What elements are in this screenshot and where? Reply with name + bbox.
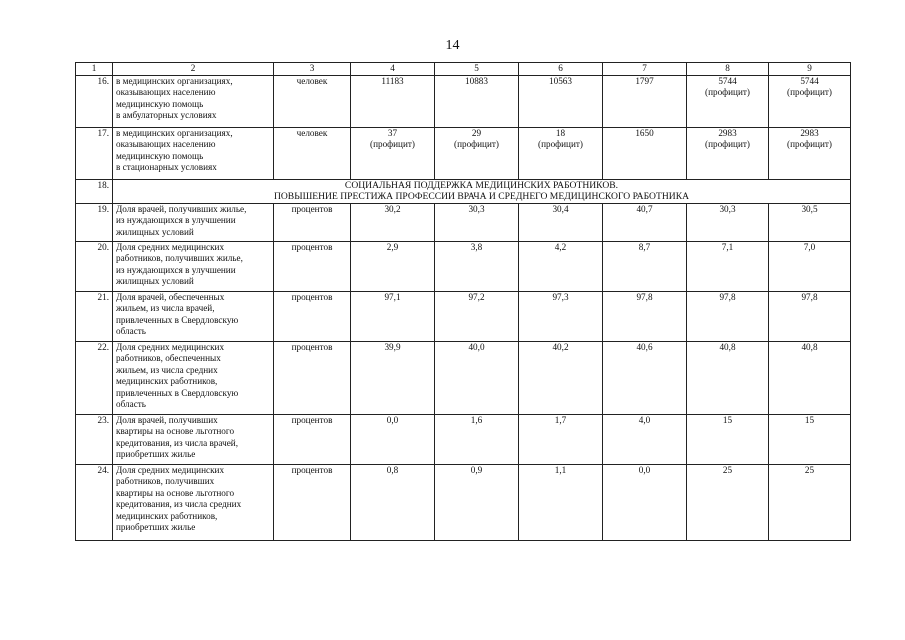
name-line: жильем, из числа средних [116,364,218,375]
value-cell: 40,0 [435,341,519,414]
name-line: из нуждающихся в улучшении [116,215,236,225]
section-title-line: ПОВЫШЕНИЕ ПРЕСТИЖА ПРОФЕССИИ ВРАЧА И СРЕДНЕГО МЕДИЦИНСКОГО РАБОТНИКА [273,191,690,202]
row-number: 22. [76,341,113,414]
header-cell: 9 [769,63,851,76]
name-line: работников, получивших [116,476,215,486]
name-line: в амбулаторных условиях [116,110,217,120]
indicator-name [113,203,274,241]
name-line: оказывающих населению [116,139,216,149]
value-cell: 97,8 [687,291,769,341]
section-title-line: СОЦИАЛЬНАЯ ПОДДЕРЖКА МЕДИЦИНСКИХ РАБОТНИКОВ. [344,179,619,191]
name-line: кредитования, из числа средних [116,499,242,509]
unit-cell: процентов [274,341,351,414]
indicators-table [75,62,851,541]
value-cell: 1,7 [519,414,603,464]
name-line: область [116,326,146,336]
value-note: (профицит) [370,139,415,149]
name-line: привлеченных в Свердловскую [116,314,239,325]
header-cell: 4 [351,63,435,76]
name-line: Доля средних медицинских [116,241,225,252]
row-number: 18. [76,179,113,203]
page-number: 14 [445,38,460,53]
name-line: медицинскую помощь [116,98,204,109]
indicator-name [113,414,274,464]
value-cell: 4,2 [519,241,603,291]
value-cell [769,127,851,179]
value-cell: 1650 [603,127,687,179]
indicator-name [113,75,274,127]
value-line: 37 [387,127,398,138]
row-number: 19. [76,203,113,241]
value-note: (профицит) [787,87,832,97]
header-cell: 2 [113,63,274,76]
value-cell: 1,6 [435,414,519,464]
indicator-name [113,341,274,414]
value-cell: 40,7 [603,203,687,241]
value-cell: 1797 [603,75,687,127]
value-cell: 7,1 [687,241,769,291]
value-cell: 0,8 [351,464,435,540]
value-cell: 10883 [435,75,519,127]
value-cell: 30,4 [519,203,603,241]
name-line: медицинских работников, [116,510,218,521]
name-line: жилищных условий [116,276,194,286]
unit-cell: процентов [274,241,351,291]
value-note: (профицит) [787,139,832,149]
value-cell: 25 [769,464,851,540]
value-cell: 97,1 [351,291,435,341]
unit-cell: процентов [274,203,351,241]
name-line: приобретших жилье [116,522,196,532]
value-cell: 2,9 [351,241,435,291]
value-cell [435,127,519,179]
value-note: (профицит) [454,139,499,149]
name-line: жильем, из числа врачей, [116,303,215,313]
value-cell: 4,0 [603,414,687,464]
row-number: 24. [76,464,113,540]
value-cell: 39,9 [351,341,435,414]
unit-cell: человек [274,75,351,127]
name-line: жилищных условий [116,226,194,237]
value-line: 5744 [718,75,737,86]
table-row [76,241,851,291]
value-cell [769,75,851,127]
value-cell: 25 [687,464,769,540]
value-line: 2983 [718,127,737,138]
value-cell: 97,3 [519,291,603,341]
unit-cell: процентов [274,414,351,464]
name-line: медицинскую помощь [116,150,204,161]
section-row [76,179,851,203]
value-line: 18 [555,127,566,138]
section-title [113,179,851,203]
table-row [76,291,851,341]
value-cell: 0,0 [603,464,687,540]
value-cell [687,127,769,179]
value-cell: 15 [687,414,769,464]
name-line: квартиры на основе льготного [116,487,235,498]
header-row [76,63,851,76]
name-line: квартиры на основе льготного [116,426,235,436]
indicator-name [113,464,274,540]
name-line: медицинских работников, [116,376,218,386]
value-cell: 0,0 [351,414,435,464]
indicator-name [113,241,274,291]
value-cell: 40,8 [769,341,851,414]
table-row [76,127,851,179]
name-line: Доля врачей, получивших жилье, [116,203,247,214]
value-line: 5744 [800,75,819,86]
unit-cell: человек [274,127,351,179]
value-note: (профицит) [538,139,583,149]
value-cell [519,127,603,179]
name-line: область [116,399,146,409]
name-line: привлеченных в Свердловскую [116,387,239,398]
header-cell: 3 [274,63,351,76]
unit-cell: процентов [274,464,351,540]
value-cell: 1,1 [519,464,603,540]
indicator-name [113,291,274,341]
value-cell: 8,7 [603,241,687,291]
value-cell: 3,8 [435,241,519,291]
header-cell: 8 [687,63,769,76]
value-cell: 10563 [519,75,603,127]
table-row [76,75,851,127]
row-number: 20. [76,241,113,291]
name-line: кредитования, из числа врачей, [116,437,239,448]
value-note: (профицит) [705,139,750,149]
name-line: в медицинских организациях, [116,127,233,138]
name-line: в стационарных условиях [116,162,217,172]
value-cell: 30,2 [351,203,435,241]
value-cell: 15 [769,414,851,464]
value-cell: 30,3 [435,203,519,241]
header-cell: 7 [603,63,687,76]
header-cell: 1 [76,63,113,76]
row-number: 21. [76,291,113,341]
row-number: 23. [76,414,113,464]
row-number: 17. [76,127,113,179]
value-cell: 97,2 [435,291,519,341]
value-cell: 0,9 [435,464,519,540]
value-cell: 7,0 [769,241,851,291]
table-row [76,464,851,540]
name-line: в медицинских организациях, [116,75,233,86]
name-line: Доля средних медицинских [116,341,225,352]
name-line: приобретших жилье [116,449,196,459]
value-line: 2983 [800,127,819,138]
value-cell: 40,8 [687,341,769,414]
value-cell: 11183 [351,75,435,127]
name-line: Доля средних медицинских [116,464,225,475]
table-row [76,341,851,414]
table-row [76,414,851,464]
name-line: работников, получивших жилье, [116,253,243,263]
value-cell: 40,2 [519,341,603,414]
indicator-name [113,127,274,179]
value-cell: 97,8 [603,291,687,341]
name-line: Доля врачей, обеспеченных [116,291,225,302]
name-line: из нуждающихся в улучшении [116,264,236,275]
header-cell: 6 [519,63,603,76]
value-cell: 30,5 [769,203,851,241]
header-cell: 5 [435,63,519,76]
value-cell: 30,3 [687,203,769,241]
value-cell [351,127,435,179]
unit-cell: процентов [274,291,351,341]
row-number: 16. [76,75,113,127]
name-line: работников, обеспеченных [116,353,221,363]
table-row [76,203,851,241]
name-line: Доля врачей, получивших [116,414,218,425]
value-line: 29 [471,127,482,138]
value-cell [687,75,769,127]
value-cell: 97,8 [769,291,851,341]
value-note: (профицит) [705,87,750,97]
value-cell: 40,6 [603,341,687,414]
name-line: оказывающих населению [116,87,216,97]
